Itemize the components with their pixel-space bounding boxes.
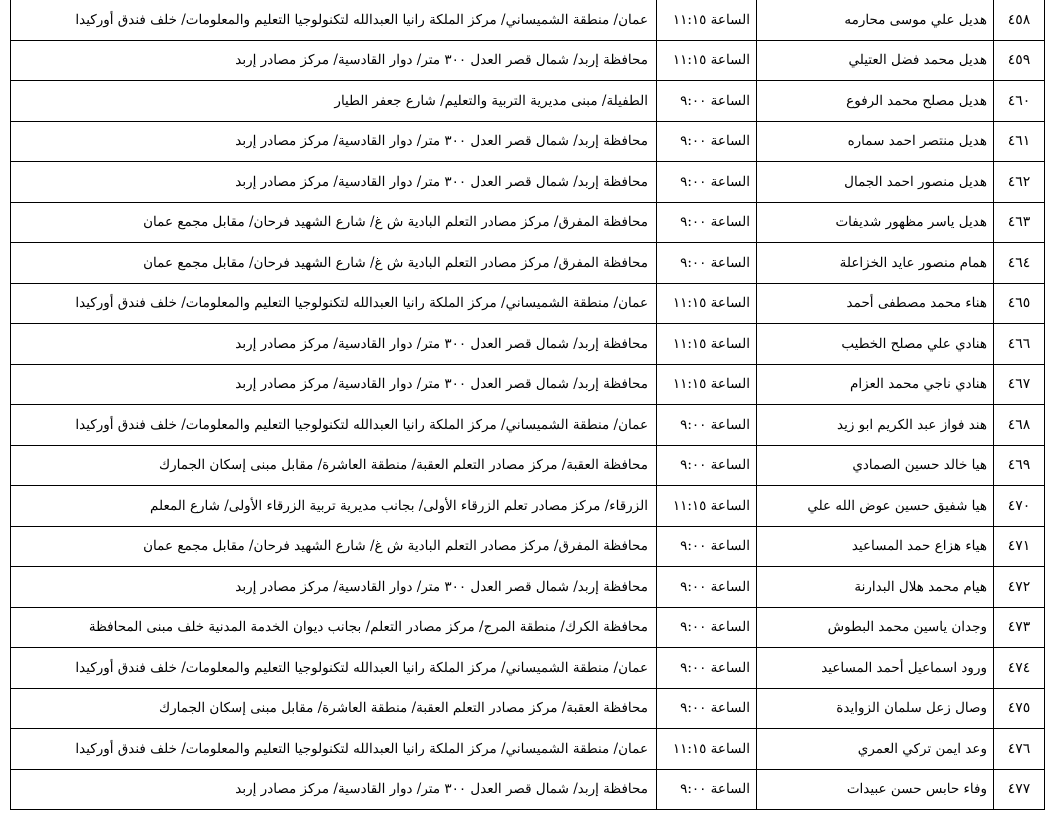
table-row xyxy=(11,243,1045,284)
table-row xyxy=(11,162,1045,203)
table-row xyxy=(11,688,1045,729)
exam-time: الساعة ١١:١٥ xyxy=(657,486,757,527)
exam-time: الساعة ٩:٠٠ xyxy=(657,688,757,729)
exam-time: الساعة ١١:١٥ xyxy=(657,324,757,365)
exam-location: عمان/ منطقة الشميساني/ مركز الملكة رانيا العبدالله لتكنولوجيا التعليم والمعلومات/ خلف فندق أوركيدا xyxy=(11,283,657,324)
candidate-name: هيام محمد هلال البدارنة xyxy=(757,567,994,608)
table-row xyxy=(11,81,1045,122)
row-number: ٤٦٥ xyxy=(994,283,1045,324)
row-number: ٤٦٣ xyxy=(994,202,1045,243)
exam-location: عمان/ منطقة الشميساني/ مركز الملكة رانيا العبدالله لتكنولوجيا التعليم والمعلومات/ خلف فندق أوركيدا xyxy=(11,0,657,40)
row-number: ٤٦٤ xyxy=(994,243,1045,284)
table-row xyxy=(11,769,1045,810)
candidate-name: وجدان ياسين محمد البطوش xyxy=(757,607,994,648)
exam-location: الطفيلة/ مبنى مديرية التربية والتعليم/ شارع جعفر الطيار xyxy=(11,81,657,122)
exam-location: محافظة المفرق/ مركز مصادر التعلم البادية ش غ/ شارع الشهيد فرحان/ مقابل مجمع عمان xyxy=(11,243,657,284)
candidate-name: همام منصور عايد الخزاعلة xyxy=(757,243,994,284)
table-row xyxy=(11,40,1045,81)
exam-location: عمان/ منطقة الشميساني/ مركز الملكة رانيا العبدالله لتكنولوجيا التعليم والمعلومات/ خلف فندق أوركيدا xyxy=(11,405,657,446)
exam-time: الساعة ٩:٠٠ xyxy=(657,202,757,243)
table-row xyxy=(11,526,1045,567)
candidate-name: هديل محمد فضل العتيلي xyxy=(757,40,994,81)
schedule-table xyxy=(10,0,1045,810)
exam-location: محافظة إربد/ شمال قصر العدل ٣٠٠ متر/ دوار القادسية/ مركز مصادر إربد xyxy=(11,162,657,203)
candidate-name: هديل علي موسى محارمه xyxy=(757,0,994,40)
candidate-name: هيا شفيق حسين عوض الله علي xyxy=(757,486,994,527)
row-number: ٤٧٠ xyxy=(994,486,1045,527)
table-row xyxy=(11,202,1045,243)
exam-location: الزرقاء/ مركز مصادر تعلم الزرقاء الأولى/ بجانب مديرية تربية الزرقاء الأولى/ شارع المعلم xyxy=(11,486,657,527)
candidate-name: هيا خالد حسين الصمادي xyxy=(757,445,994,486)
table-row xyxy=(11,121,1045,162)
exam-time: الساعة ٩:٠٠ xyxy=(657,445,757,486)
row-number: ٤٥٨ xyxy=(994,0,1045,40)
candidate-name: هديل ياسر مظهور شديفات xyxy=(757,202,994,243)
exam-location: محافظة الكرك/ منطقة المرج/ مركز مصادر التعلم/ بجانب ديوان الخدمة المدنية خلف مبنى المحافظة xyxy=(11,607,657,648)
row-number: ٤٧٤ xyxy=(994,648,1045,689)
exam-location: عمان/ منطقة الشميساني/ مركز الملكة رانيا العبدالله لتكنولوجيا التعليم والمعلومات/ خلف فندق أوركيدا xyxy=(11,648,657,689)
exam-time: الساعة ٩:٠٠ xyxy=(657,567,757,608)
exam-time: الساعة ٩:٠٠ xyxy=(657,769,757,810)
exam-location: محافظة العقبة/ مركز مصادر التعلم العقبة/ منطقة العاشرة/ مقابل مبنى إسكان الجمارك xyxy=(11,688,657,729)
row-number: ٤٦١ xyxy=(994,121,1045,162)
table-row xyxy=(11,486,1045,527)
exam-time: الساعة ٩:٠٠ xyxy=(657,526,757,567)
exam-location: عمان/ منطقة الشميساني/ مركز الملكة رانيا العبدالله لتكنولوجيا التعليم والمعلومات/ خلف فندق أوركيدا xyxy=(11,729,657,770)
exam-time: الساعة ٩:٠٠ xyxy=(657,648,757,689)
row-number: ٤٦٧ xyxy=(994,364,1045,405)
exam-schedule-sheet xyxy=(10,0,1045,810)
table-row xyxy=(11,0,1045,40)
row-number: ٤٧٣ xyxy=(994,607,1045,648)
exam-time: الساعة ٩:٠٠ xyxy=(657,607,757,648)
row-number: ٤٧١ xyxy=(994,526,1045,567)
exam-location: محافظة إربد/ شمال قصر العدل ٣٠٠ متر/ دوار القادسية/ مركز مصادر إربد xyxy=(11,40,657,81)
exam-time: الساعة ٩:٠٠ xyxy=(657,405,757,446)
table-row xyxy=(11,729,1045,770)
row-number: ٤٦٠ xyxy=(994,81,1045,122)
exam-location: محافظة إربد/ شمال قصر العدل ٣٠٠ متر/ دوار القادسية/ مركز مصادر إربد xyxy=(11,769,657,810)
table-row xyxy=(11,607,1045,648)
row-number: ٤٥٩ xyxy=(994,40,1045,81)
exam-location: محافظة المفرق/ مركز مصادر التعلم البادية ش غ/ شارع الشهيد فرحان/ مقابل مجمع عمان xyxy=(11,202,657,243)
exam-location: محافظة إربد/ شمال قصر العدل ٣٠٠ متر/ دوار القادسية/ مركز مصادر إربد xyxy=(11,121,657,162)
exam-location: محافظة إربد/ شمال قصر العدل ٣٠٠ متر/ دوار القادسية/ مركز مصادر إربد xyxy=(11,567,657,608)
table-row xyxy=(11,648,1045,689)
table-row xyxy=(11,445,1045,486)
candidate-name: هنادي ناجي محمد العزام xyxy=(757,364,994,405)
candidate-name: ورود اسماعيل أحمد المساعيد xyxy=(757,648,994,689)
table-row xyxy=(11,283,1045,324)
candidate-name: هديل منصور احمد الجمال xyxy=(757,162,994,203)
table-row xyxy=(11,324,1045,365)
schedule-table-body xyxy=(11,0,1045,810)
exam-time: الساعة ٩:٠٠ xyxy=(657,81,757,122)
candidate-name: وفاء حابس حسن عبيدات xyxy=(757,769,994,810)
candidate-name: هنادي علي مصلح الخطيب xyxy=(757,324,994,365)
exam-time: الساعة ١١:١٥ xyxy=(657,283,757,324)
table-row xyxy=(11,567,1045,608)
exam-time: الساعة ٩:٠٠ xyxy=(657,121,757,162)
exam-location: محافظة إربد/ شمال قصر العدل ٣٠٠ متر/ دوار القادسية/ مركز مصادر إربد xyxy=(11,324,657,365)
exam-time: الساعة ٩:٠٠ xyxy=(657,243,757,284)
exam-location: محافظة المفرق/ مركز مصادر التعلم البادية ش غ/ شارع الشهيد فرحان/ مقابل مجمع عمان xyxy=(11,526,657,567)
candidate-name: هديل منتصر احمد سماره xyxy=(757,121,994,162)
candidate-name: هديل مصلح محمد الرفوع xyxy=(757,81,994,122)
candidate-name: وعد ايمن تركي العمري xyxy=(757,729,994,770)
row-number: ٤٧٦ xyxy=(994,729,1045,770)
exam-time: الساعة ١١:١٥ xyxy=(657,40,757,81)
row-number: ٤٧٧ xyxy=(994,769,1045,810)
row-number: ٤٦٨ xyxy=(994,405,1045,446)
table-row xyxy=(11,364,1045,405)
candidate-name: وصال زعل سلمان الزوايدة xyxy=(757,688,994,729)
exam-time: الساعة ١١:١٥ xyxy=(657,0,757,40)
exam-time: الساعة ١١:١٥ xyxy=(657,364,757,405)
candidate-name: هياء هزاع حمد المساعيد xyxy=(757,526,994,567)
exam-time: الساعة ٩:٠٠ xyxy=(657,162,757,203)
exam-location: محافظة إربد/ شمال قصر العدل ٣٠٠ متر/ دوار القادسية/ مركز مصادر إربد xyxy=(11,364,657,405)
exam-time: الساعة ١١:١٥ xyxy=(657,729,757,770)
candidate-name: هناء محمد مصطفى أحمد xyxy=(757,283,994,324)
row-number: ٤٦٩ xyxy=(994,445,1045,486)
row-number: ٤٦٦ xyxy=(994,324,1045,365)
exam-location: محافظة العقبة/ مركز مصادر التعلم العقبة/ منطقة العاشرة/ مقابل مبنى إسكان الجمارك xyxy=(11,445,657,486)
candidate-name: هند فواز عبد الكريم ابو زيد xyxy=(757,405,994,446)
table-row xyxy=(11,405,1045,446)
row-number: ٤٧٢ xyxy=(994,567,1045,608)
row-number: ٤٧٥ xyxy=(994,688,1045,729)
row-number: ٤٦٢ xyxy=(994,162,1045,203)
